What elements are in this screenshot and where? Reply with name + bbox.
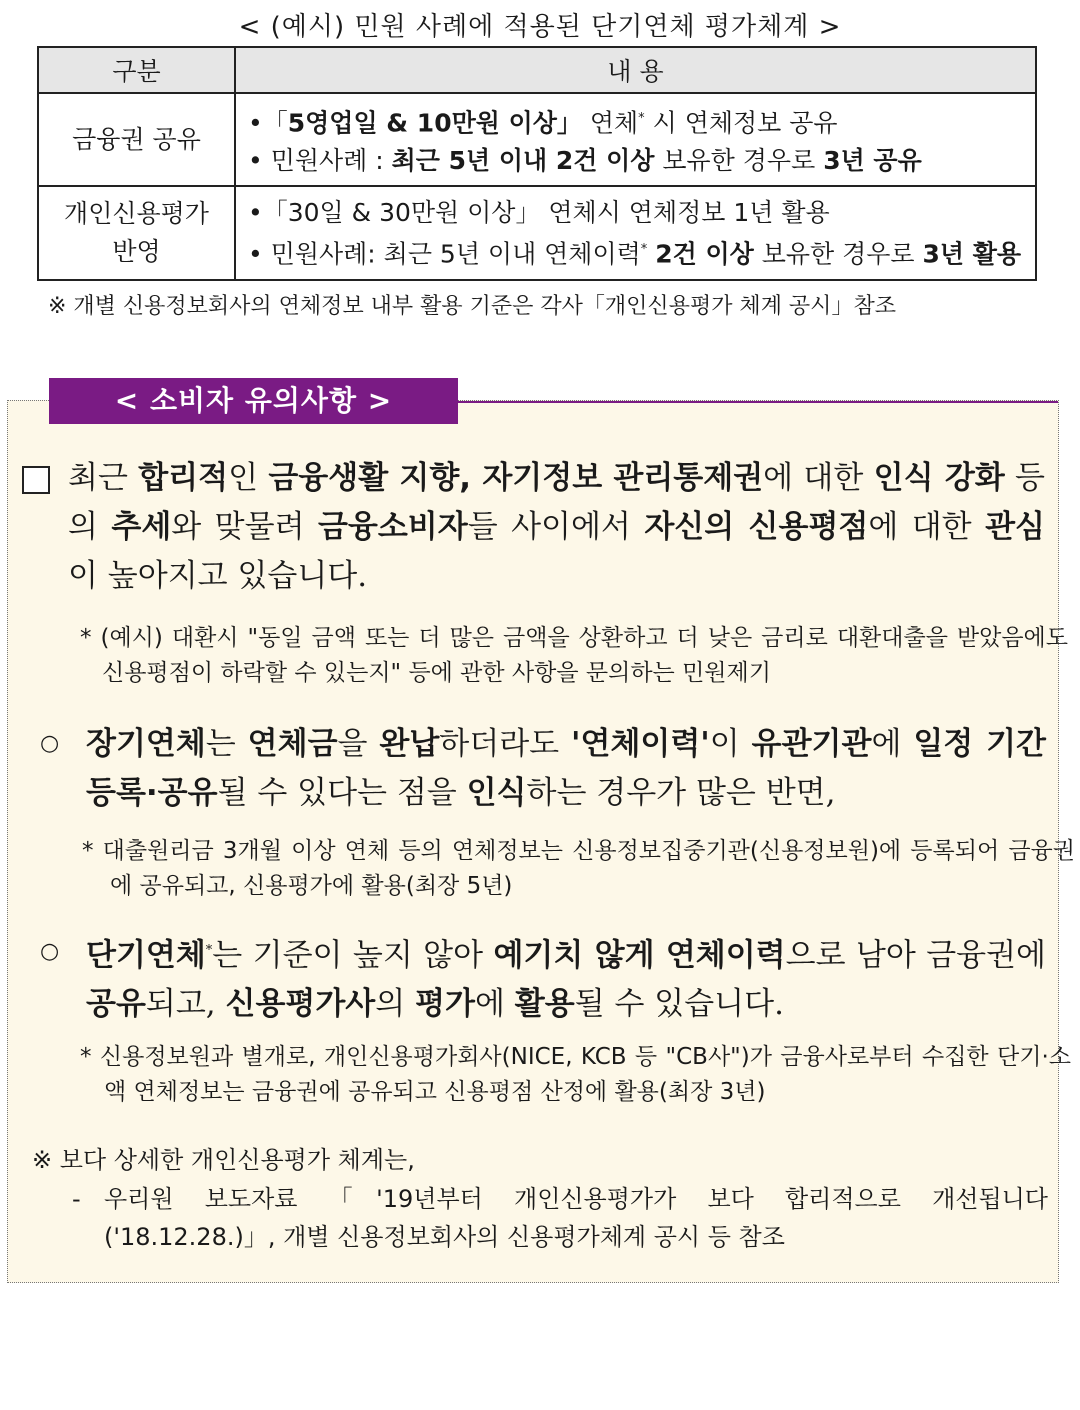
list-item: •「5영업일 & 10만원 이상」 연체* 시 연체정보 공유 [248, 108, 838, 138]
list-item: •「30일 & 30만원 이상」 연체시 연체정보 1년 활용 [248, 197, 830, 227]
footer-title: ※ 보다 상세한 개인신용평가 체계는, [32, 1146, 415, 1174]
paragraph-short-term-delinquency: 단기연체*는 기준이 높지 않아 예기치 않게 연체이력으로 남아 금융권에 공유되고, 신용평가사의 평가에 활용될 수 있습니다. [86, 937, 1046, 1023]
circle-bullet-icon: ○ [40, 731, 60, 756]
header-category: 구분 [38, 47, 235, 93]
row-content-financial-sharing [235, 93, 1036, 186]
footer-reference-line2: ('18.12.28.)」, 개별 신용정보회사의 신용평가체계 공시 등 참조 [104, 1223, 785, 1251]
paragraph-long-term-delinquency: 장기연체는 연체금을 완납하더라도 '연체이력'이 유관기관에 일정 기간 등록·공유될 수 있다는 점을 인식하는 경우가 많은 반면, [86, 726, 1046, 811]
row-content-credit-evaluation [235, 186, 1036, 280]
header-content: 내 용 [235, 47, 1036, 93]
footer-dash: - [72, 1185, 81, 1213]
note-long-term: * 대출원리금 3개월 이상 연체 등의 연체정보는 신용정보집중기관(신용정보원)에 등록되어 금융권에 공유되고, 신용평가에 활용(최장 5년) [82, 838, 1075, 899]
list-item: • 민원사례 : 최근 5년 이내 2건 이상 보유한 경우로 3년 공유 [248, 145, 922, 175]
footer-reference-line1: 우리원 보도자료 「'19년부터 개인신용평가가 보다 합리적으로 개선됩니다 [104, 1185, 1048, 1213]
table-row [38, 186, 1036, 280]
table-caption: < (예시) 민원 사례에 적용된 단기연체 평가체계 > [238, 12, 842, 42]
consumer-notice-title: < 소비자 유의사항 > [49, 378, 458, 424]
list-item: • 민원사례: 최근 5년 이내 연체이력* 2건 이상 보유한 경우로 3년 활용 [248, 239, 1022, 269]
paragraph-credit-interest: 최근 합리적인 금융생활 지향, 자기정보 관리통제권에 대한 인식 강화 등의 추세와 맞물려 금융소비자들 사이에서 자신의 신용평점에 대한 관심이 높아지고 있습니다. [68, 460, 1045, 594]
table-row [38, 93, 1036, 186]
evaluation-criteria-table [37, 46, 1037, 281]
note-example: * (예시) 대환시 "동일 금액 또는 더 많은 금액을 상환하고 더 낮은 금리로 대환대출을 받았음에도 신용평점이 하락할 수 있는지" 등에 관한 사항을 문의하는 민원제기 [80, 625, 1068, 686]
box-header-line [458, 401, 1058, 403]
circle-bullet-icon: ○ [40, 939, 60, 964]
row-label-financial-sharing: 금융권 공유 [38, 93, 235, 186]
checkbox-icon [22, 466, 50, 494]
note-short-term: * 신용정보원과 별개로, 개인신용평가회사(NICE, KCB 등 "CB사")가 금융사로부터 수집한 단기·소액 연체정보는 금융권에 공유되고 신용평점 산정에 활용(최장 3년) [80, 1044, 1071, 1105]
table-note: ※ 개별 신용정보회사의 연체정보 내부 활용 기준은 각사「개인신용평가 체계 공시」참조 [48, 294, 896, 319]
table-header-row [38, 47, 1036, 93]
row-label-credit-evaluation: 개인신용평가 반영 [38, 186, 235, 280]
